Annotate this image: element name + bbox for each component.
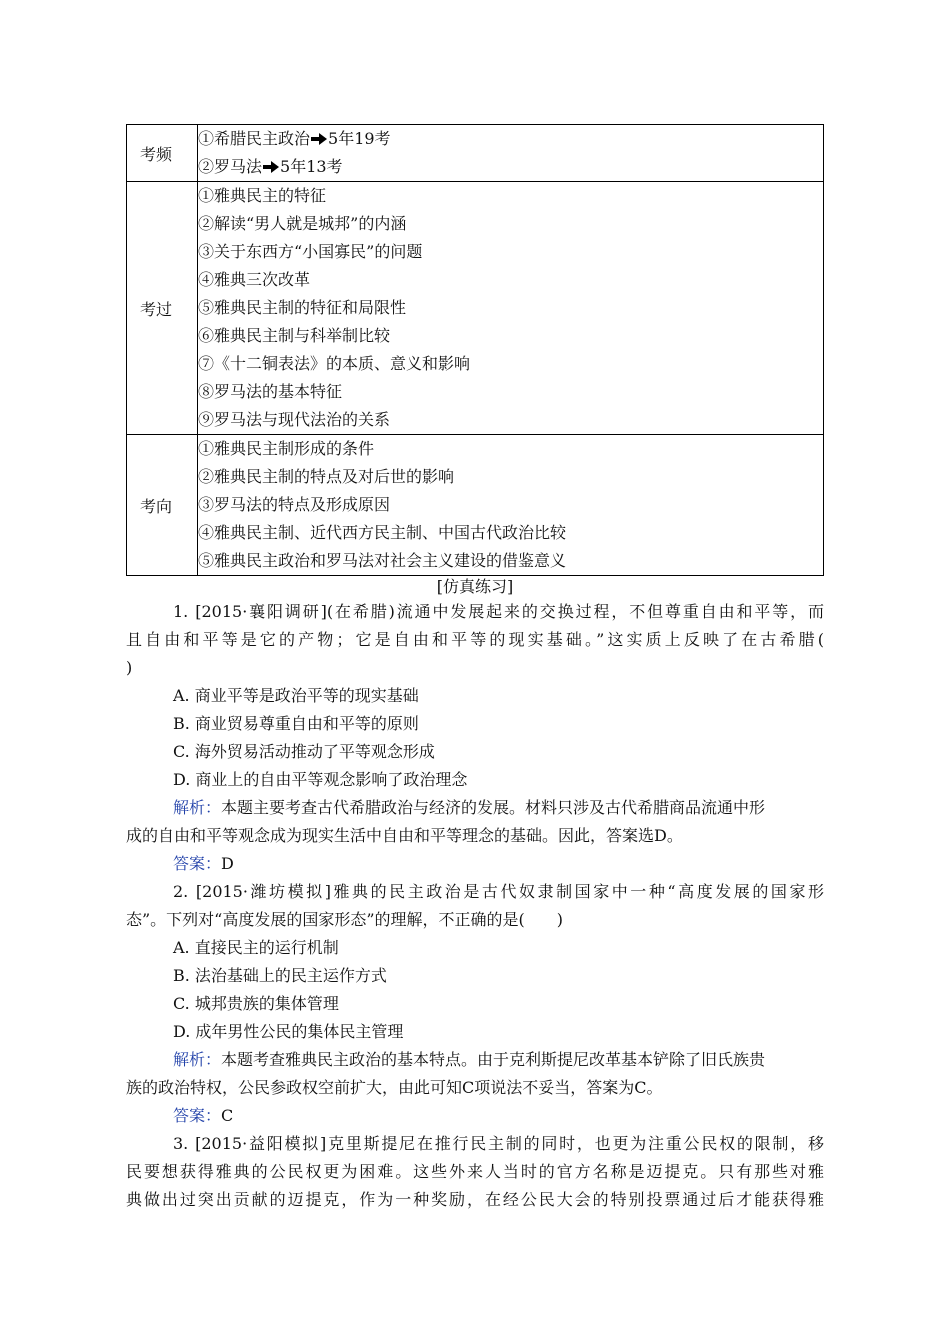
row-label: 考频 (127, 125, 198, 182)
list-item: ⑥雅典民主制与科举制比较 (198, 326, 391, 345)
option-b: B. 商业贸易尊重自由和平等的原则 (173, 714, 419, 733)
answer-label: 答案： (173, 854, 222, 873)
list-item: ②罗马法 5年13考 (198, 157, 343, 176)
analysis-line (126, 1046, 824, 1074)
list-item: ⑤雅典民主政治和罗马法对社会主义建设的借鉴意义 (198, 551, 567, 570)
option-a: A. 商业平等是政治平等的现实基础 (173, 686, 419, 705)
question-1-line: 且自由和平等是它的产物；它是自由和平等的现实基础。”这实质上反映了在古希腊( (126, 630, 824, 649)
answer-value: D (221, 854, 234, 873)
row-items (198, 125, 824, 182)
row-items (198, 435, 824, 576)
list-item: ⑤雅典民主制的特征和局限性 (198, 298, 407, 317)
exercise-body (126, 598, 824, 1214)
answer-line (126, 850, 824, 878)
option-d: D. 成年男性公民的集体民主管理 (173, 1022, 404, 1041)
question-2-line: 2. [2015·潍坊模拟]雅典的民主政治是古代奴隶制国家中一种“高度发展的国家形 (173, 882, 824, 901)
question-3-line: 民要想获得雅典的公民权更为困难。这些外来人当时的官方名称是迈提克。只有那些对雅 (126, 1162, 824, 1181)
row-label: 考过 (127, 182, 198, 435)
analysis-label: 解析： (173, 1050, 222, 1069)
row-items (198, 182, 824, 435)
option-c: C. 海外贸易活动推动了平等观念形成 (173, 742, 435, 761)
table-row (127, 435, 824, 576)
analysis-line: 成的自由和平等观念成为现实生活中自由和平等理念的基础。因此，答案选D。 (126, 826, 683, 845)
question-2-line: 态”。下列对“高度发展的国家形态”的理解，不正确的是( ) (126, 910, 564, 929)
answer-line (126, 1102, 824, 1130)
question-1-line: ) (126, 658, 133, 677)
list-item: ②雅典民主制的特点及对后世的影响 (198, 467, 455, 486)
question-1-line: 1. [2015·襄阳调研](在希腊)流通中发展起来的交换过程，不但尊重自由和平等，而 (173, 602, 824, 621)
question-3-line: 3. [2015·益阳模拟]克里斯提尼在推行民主制的同时，也更为注重公民权的限制，移 (173, 1134, 824, 1153)
list-item: ②解读“男人就是城邦”的内涵 (198, 214, 407, 233)
list-item: ③罗马法的特点及形成原因 (198, 495, 391, 514)
list-item: ⑦《十二铜表法》的本质、意义和影响 (198, 354, 471, 373)
analysis-line: 族的政治特权，公民参政权空前扩大，由此可知C项说法不妥当，答案为C。 (126, 1078, 663, 1097)
table-row (127, 182, 824, 435)
exam-summary-table (126, 124, 824, 576)
option-d: D. 商业上的自由平等观念影响了政治理念 (173, 770, 468, 789)
answer-label: 答案： (173, 1106, 222, 1125)
option-c: C. 城邦贵族的集体管理 (173, 994, 339, 1013)
list-item: ③关于东西方“小国寡民”的问题 (198, 242, 423, 261)
row-label: 考向 (127, 435, 198, 576)
analysis-text: 本题考查雅典民主政治的基本特点。由于克利斯提尼改革基本铲除了旧氏族贵 (221, 1050, 766, 1069)
table-row (127, 125, 824, 182)
list-item: ⑨罗马法与现代法治的关系 (198, 410, 391, 429)
list-item: ①雅典民主制形成的条件 (198, 439, 375, 458)
analysis-line (126, 794, 824, 822)
list-item: ④雅典三次改革 (198, 270, 311, 289)
list-item: ⑧罗马法的基本特征 (198, 382, 343, 401)
analysis-text: 本题主要考查古代希腊政治与经济的发展。材料只涉及古代希腊商品流通中形 (221, 798, 766, 817)
question-3-line: 典做出过突出贡献的迈提克，作为一种奖励，在经公民大会的特别投票通过后才能获得雅 (126, 1190, 824, 1209)
analysis-label: 解析： (173, 798, 222, 817)
option-b: B. 法治基础上的民主运作方式 (173, 966, 387, 985)
arrow-right-icon (311, 133, 327, 145)
answer-value: C (221, 1106, 234, 1125)
section-title: [仿真练习] (436, 577, 514, 596)
list-item: ④雅典民主制、近代西方民主制、中国古代政治比较 (198, 523, 567, 542)
arrow-right-icon (263, 161, 279, 173)
option-a: A. 直接民主的运行机制 (173, 938, 339, 957)
list-item: ①希腊民主政治 5年19考 (198, 129, 391, 148)
list-item: ①雅典民主的特征 (198, 186, 327, 205)
